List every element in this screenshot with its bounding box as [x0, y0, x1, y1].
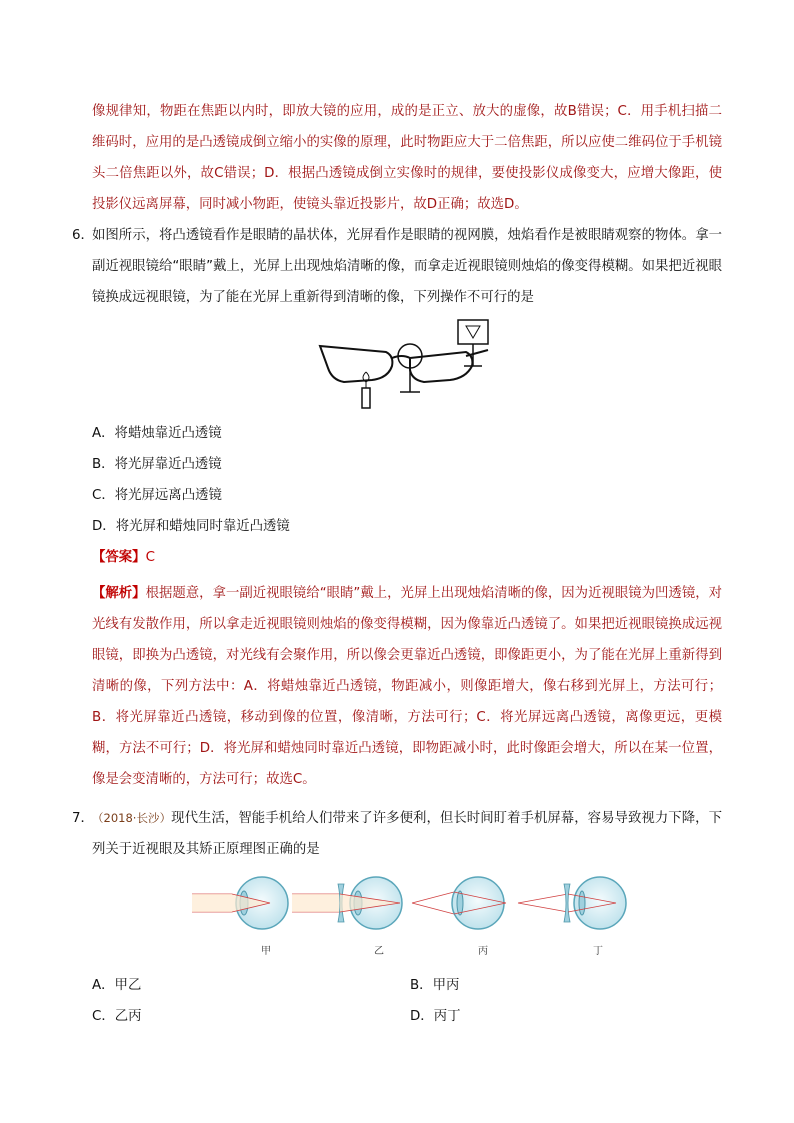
q6-explanation — [92, 578, 722, 795]
eye-diagram-yi — [292, 877, 402, 929]
glasses-lens-figure — [316, 316, 516, 412]
q6-option-d: D．将光屏和蜡烛同时靠近凸透镜 — [92, 519, 290, 534]
question-7-text: 现代生活，智能手机给人们带来了许多便利，但长时间盯着手机屏幕，容易导致视力下降，下列关于近视眼及其矫正原理图正确的是 — [92, 811, 723, 857]
answer-value: C — [145, 550, 155, 565]
prev-explanation: 像规律知，物距在焦距以内时，即放大镜的应用，成的是正立、放大的虚像，故B错误；C．用手机扫描二维码时，应用的是凸透镜成倒立缩小的实像的原理，此时物距应大于二倍焦距，所以应使二维码位于手机镜头二倍焦距以外，故C错误；D．根据凸透镜成倒立实像时的规律，要使投影仪成像变大，应增大像距，使投影仪远离屏幕，同时减小物距，使镜头靠近投影片，故D正确；故选D。 — [92, 104, 722, 212]
question-7-source: （2018·长沙） — [92, 811, 172, 825]
q7-option-d: D．丙丁 — [410, 1009, 461, 1024]
q6-option-b: B．将光屏靠近凸透镜 — [92, 457, 222, 472]
answer-tag: 【答案】 — [92, 550, 146, 565]
explanation-text: 根据题意，拿一副近视眼镜给“眼睛”戴上，光屏上出现烛焰清晰的像，因为近视眼镜为凹透镜，对光线有发散作用，所以拿走近视眼镜则烛焰的像变得模糊，因为像靠近凸透镜了。如果把近视眼镜换成远视眼镜，即换为凸透镜，对光线有会聚作用，所以像会更靠近凸透镜，即像距更小，为了能在光屏上重新得到清晰的像，下列方法中：A．将蜡烛靠近凸透镜，物距减小，则像距增大，像右移到光屏上，方法可行；B．将光屏靠近凸透镜，移动到像的位置，像清晰，方法可行；C．将光屏远离凸透镜，离像更远，更模糊，方法不可行；D．将光屏和蜡烛同时靠近凸透镜，即物距减小时，此时像距会增大，所以在某一位置，像是会变清晰的，方法可行；故选C。 — [92, 586, 722, 787]
question-6-number: 6． — [72, 228, 94, 243]
q6-option-c: C．将光屏远离凸透镜 — [92, 488, 222, 503]
eye-diagram-jia — [192, 877, 288, 929]
fig-label-jia: 甲 — [261, 946, 271, 957]
fig-label-ding: 丁 — [593, 946, 603, 957]
q6-answer-line — [92, 548, 155, 568]
eye-diagram-bing — [412, 877, 506, 929]
q7-option-a: A．甲乙 — [92, 978, 142, 993]
q7-option-c: C．乙丙 — [92, 1009, 142, 1024]
fig-label-bing: 丙 — [478, 946, 488, 957]
q7-option-b: B．甲丙 — [410, 978, 460, 993]
eye-diagrams-figure — [188, 872, 628, 936]
explanation-tag: 【解析】 — [92, 586, 146, 601]
fig-label-yi: 乙 — [374, 946, 384, 957]
question-7-number: 7． — [72, 811, 94, 826]
question-7-stem — [92, 803, 722, 865]
eye-diagram-ding — [518, 877, 626, 929]
question-6-stem: 如图所示，将凸透镜看作是眼睛的晶状体，光屏看作是眼睛的视网膜，烛焰看作是被眼睛观察的物体。拿一副近视眼镜给“眼睛”戴上，光屏上出现烛焰清晰的像，而拿走近视眼镜则烛焰的像变得模糊。如果把近视眼镜换成远视眼镜，为了能在光屏上重新得到清晰的像，下列操作不可行的是 — [92, 228, 722, 305]
q6-option-a: A．将蜡烛靠近凸透镜 — [92, 426, 222, 441]
